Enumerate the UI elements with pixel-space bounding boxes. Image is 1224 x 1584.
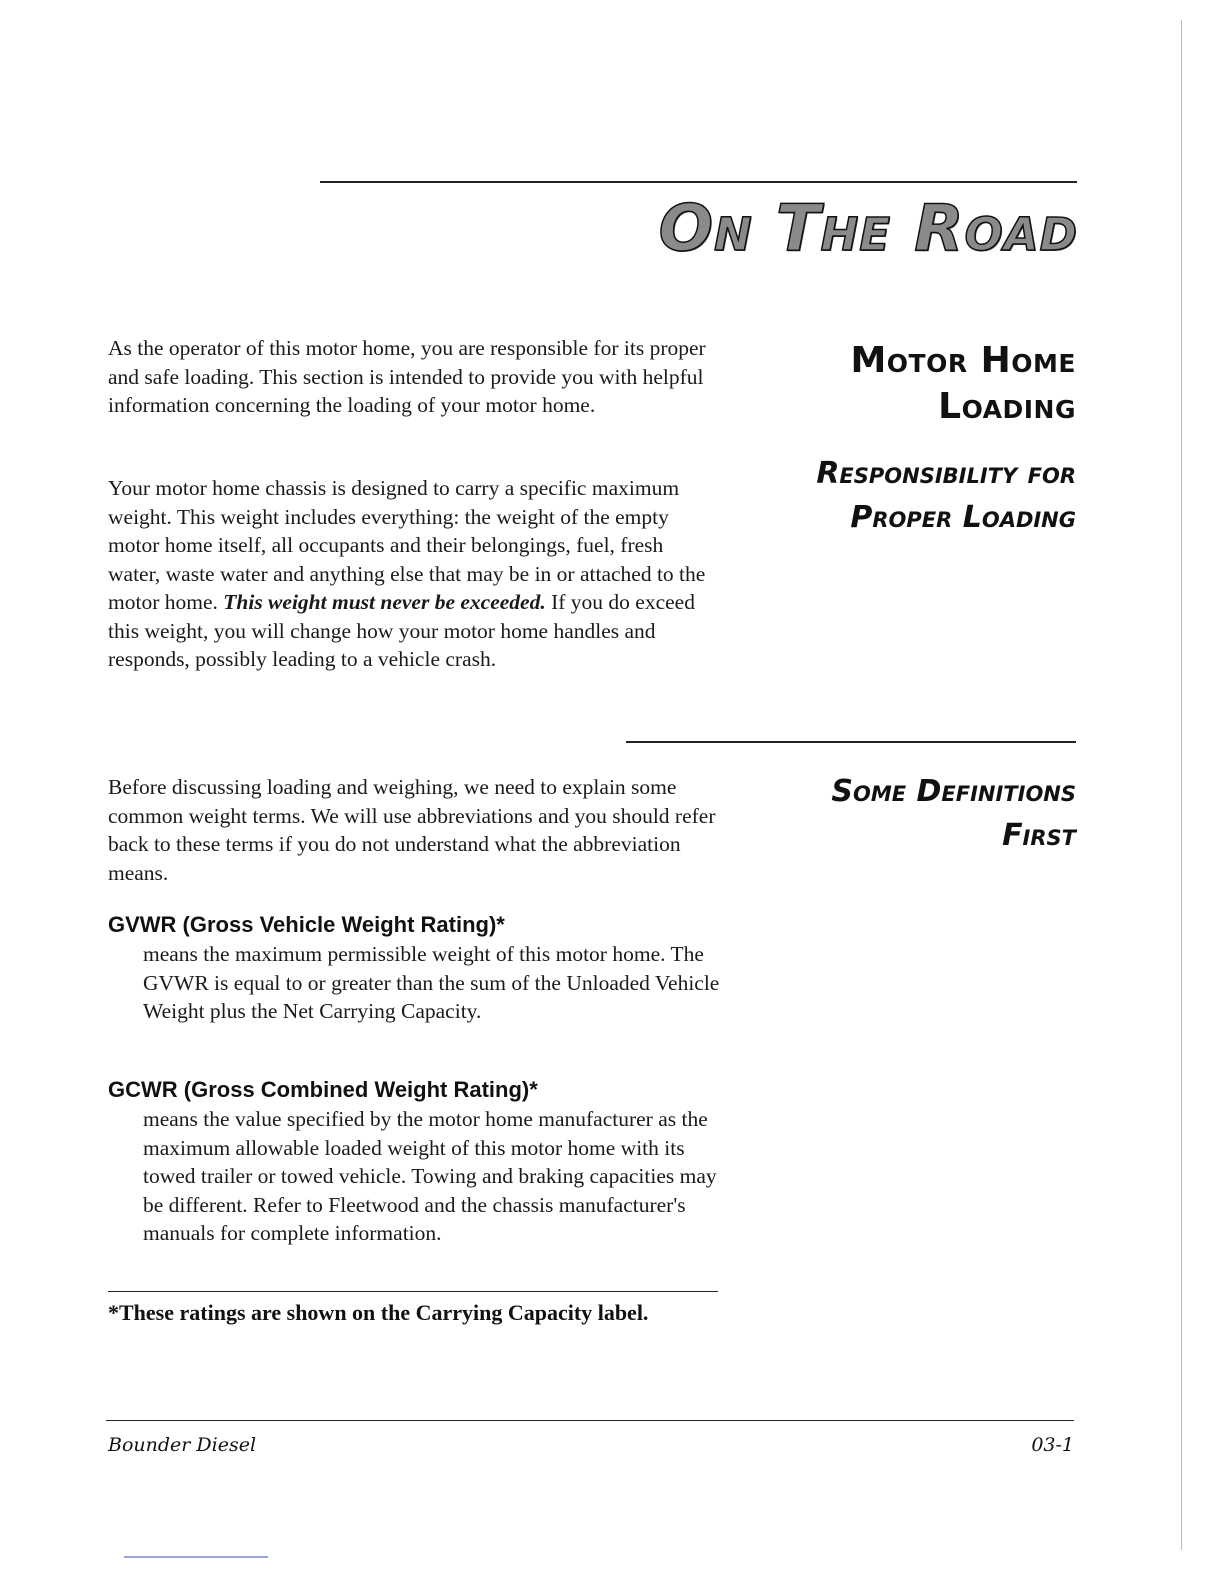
- definitions-heading-line-1: Some Definitions: [831, 774, 1076, 809]
- footer-manual-name: Bounder Diesel: [108, 1434, 257, 1456]
- definition-term-gcwr: GCWR (Gross Combined Weight Rating)*: [108, 1077, 538, 1102]
- footer-rule: [106, 1420, 1074, 1421]
- weight-paragraph-tail: If you do exceed this weight, you will change how your motor home handles and responds, possibly leading to a vehicle crash.: [108, 590, 695, 671]
- definition-text-gcwr: means the value specified by the motor home manufacturer as the maximum allowable loaded weight of this motor home with its towed trailer or towed vehicle. Towing and braking capacities may be different. Refer to Fleetwood and the chassis manufacturer's manuals for complete information.: [143, 1107, 717, 1245]
- footer-page-number: 03-1: [1031, 1434, 1074, 1456]
- section-heading-text: Motor Home Loading: [850, 340, 1076, 427]
- definitions-heading-line-2: First: [1002, 818, 1076, 853]
- chapter-title: On The Road: [658, 192, 1078, 266]
- definitions-intro: Before discussing loading and weighing, we need to explain some common weight terms. We will use abbreviations and you should refer back to these terms if you do not understand what the abbreviation means.: [108, 775, 716, 885]
- scan-artifact-line: [124, 1556, 268, 1558]
- note-rule: [108, 1291, 718, 1292]
- section-heading-definitions: [831, 770, 1076, 858]
- section-divider-rule: [626, 741, 1076, 743]
- chapter-title-rule: [320, 181, 1077, 183]
- subheading-responsibility: [816, 452, 1076, 540]
- weight-paragraph-text: Your motor home chassis is designed to carry a specific maximum weight. This weight includes everything: the weight of the empty motor home itself, all occupants and their belongings, fuel, fresh water, waste water and anything else that may be in or attached to the motor home.: [108, 476, 706, 614]
- subheading-line-1: Responsibility for: [816, 456, 1076, 491]
- subheading-line-2: Proper Loading: [850, 500, 1076, 535]
- definition-term-gvwr: GVWR (Gross Vehicle Weight Rating)*: [108, 912, 505, 937]
- page-edge-line: [1181, 20, 1182, 1550]
- definition-text-gvwr: means the maximum permissible weight of this motor home. The GVWR is equal to or greater than the sum of the Unloaded Vehicle Weight plus the Net Carrying Capacity.: [143, 942, 720, 1023]
- weight-paragraph: [108, 474, 720, 674]
- ratings-note: *These ratings are shown on the Carrying Capacity label.: [108, 1300, 649, 1325]
- weight-warning-emphasis: This weight must never be exceeded.: [223, 590, 546, 614]
- section-heading-motor-home-loading: [776, 338, 1076, 430]
- intro-paragraph: As the operator of this motor home, you are responsible for its proper and safe loading. This section is intended to provide you with helpful information concerning the loading of your motor home.: [108, 336, 706, 417]
